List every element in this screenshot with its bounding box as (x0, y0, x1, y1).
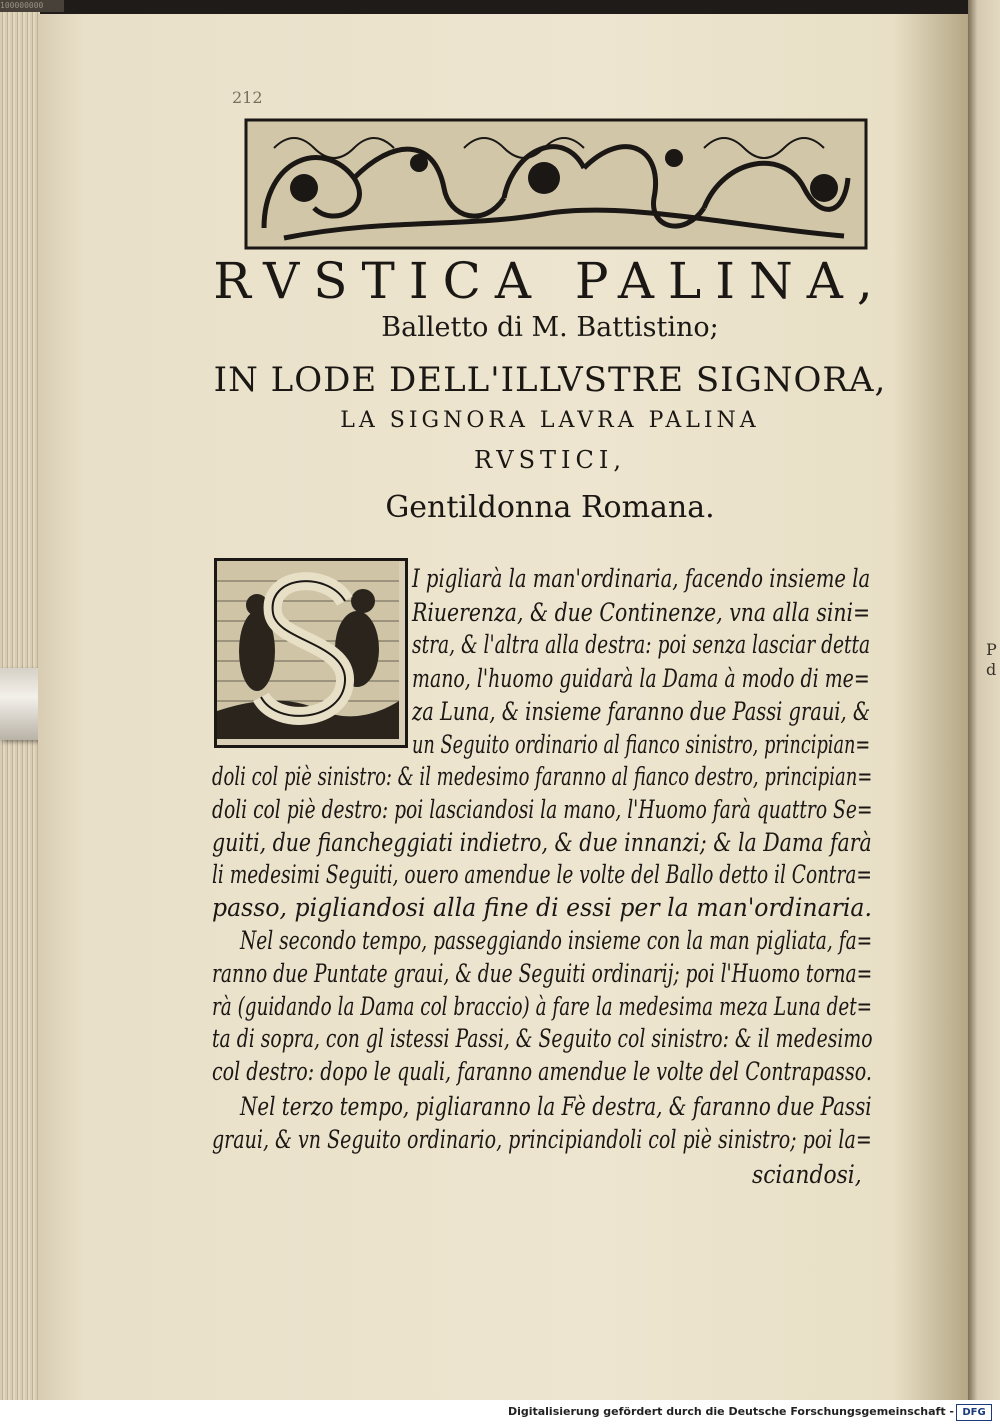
dedicatee-line: LA SIGNORA LAVRA PALINA (340, 408, 760, 433)
page-subtitle: Balletto di M. Battistino; (381, 312, 719, 343)
body-line: doli col piè destro: poi lasciandosi la mano, l'Huomo farà quattro Se= (212, 795, 873, 824)
dfg-logo: DFG (956, 1404, 992, 1421)
family-line: RVSTICI, (474, 446, 626, 474)
historiated-initial (214, 558, 408, 748)
body-line: ta di sopra, con gl istessi Passi, & Seguito col sinistro: & il medesimo (212, 1024, 873, 1053)
body-line: li medesimi Seguiti, ouero amendue le volte del Ballo detto il Contra= (212, 860, 872, 889)
body-line: col destro: dopo le quali, faranno amendue le volte del Contrapasso. (212, 1057, 872, 1086)
scan-corner-label: 100000000 (0, 0, 64, 12)
footer-credit: Digitalisierung gefördert durch die Deutsche Forschungsgemeinschaft - (507, 1405, 954, 1418)
body-line: Nel secondo tempo, passeggiando insieme con la man pigliata, fa= (240, 926, 873, 955)
body-line: Riuerenza, & due Continenze, vna alla sini= (412, 598, 871, 627)
page-title: RVSTICA PALINA, (213, 252, 887, 310)
body-line: passo, pigliandosi alla fine di essi per la man'ordinaria. (212, 893, 872, 922)
footer-bar (0, 1400, 1000, 1425)
body-line: ranno due Puntate graui, & due Seguiti ordinarij; poi l'Huomo torna= (212, 959, 873, 988)
rank-line: Gentildonna Romana. (385, 490, 715, 525)
body-line: guiti, due fiancheggiati indietro, & due innanzi; & la Dama farà (212, 828, 872, 857)
headpiece-ornament (244, 118, 868, 250)
body-line: rà (guidando la Dama col braccio) à fare la medesima meza Luna det= (212, 992, 873, 1021)
body-line: stra, & l'altra alla destra: poi senza lasciar detta (412, 630, 871, 659)
body-line: Nel terzo tempo, pigliaranno la Fè destra, & faranno due Passi (240, 1092, 872, 1121)
body-line: un Seguito ordinario al fianco sinistro, principian= (412, 730, 871, 759)
facing-page-marks (986, 640, 1000, 720)
body-line: za Luna, & insieme faranno due Passi graui, & (412, 697, 871, 726)
body-line: I pigliarà la man'ordinaria, facendo insieme la (412, 564, 871, 593)
dedication-line: IN LODE DELL'ILLVSTRE SIGNORA, (213, 360, 887, 400)
body-line: doli col piè sinistro: & il medesimo faranno al fianco destro, principian= (212, 762, 873, 791)
body-line: mano, l'huomo guidarà la Dama à modo di me= (412, 664, 870, 693)
facing-mark: d (986, 660, 997, 679)
page-folio: 212 (232, 88, 263, 107)
body-line: graui, & vn Seguito ordinario, principiandoli col piè sinistro; poi la= (212, 1125, 872, 1154)
facing-mark: P (986, 640, 997, 659)
catchword: sciandosi, (752, 1160, 862, 1189)
